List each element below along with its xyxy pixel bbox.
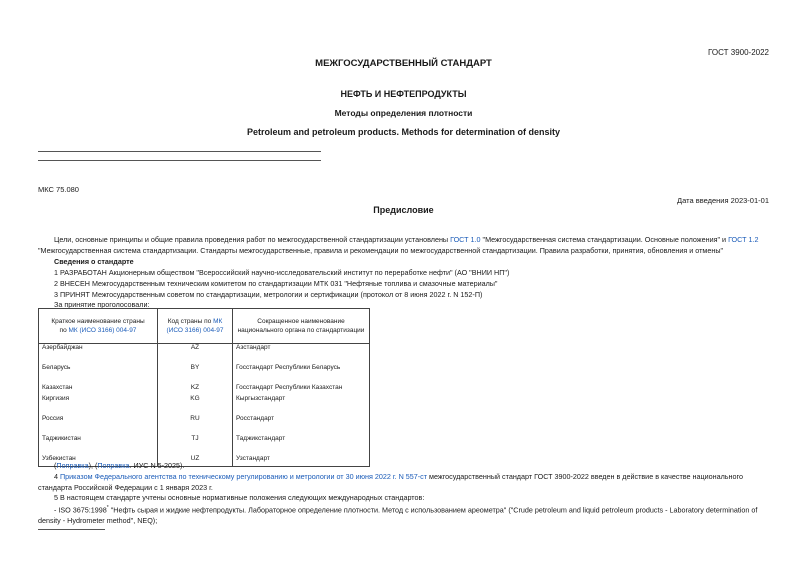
body-cell: Росстандарт xyxy=(233,415,370,435)
code-cell: BY xyxy=(158,364,233,384)
code-cell: RU xyxy=(158,415,233,435)
table-row xyxy=(39,344,370,364)
paragraph-text: "Нефть сырая и жидкие нефтепродукты. Лабораторное определение плотности. Метод с использованием ареометра" ("Crude petroleum and liquid petroleum products - Laboratory determination of density - Hydrometer method", NEQ); xyxy=(38,505,758,526)
iso-3166-link[interactable]: (ИСО 3166) 004-97 xyxy=(166,327,224,334)
footnote-divider xyxy=(38,529,105,530)
code-cell: AZ xyxy=(158,344,233,364)
body-cell: Кыргызстандарт xyxy=(233,395,370,415)
introduction-date: Дата введения 2023-01-01 xyxy=(677,196,769,205)
body-cell: Госстандарт Республики Казахстан xyxy=(233,384,370,395)
code-cell: TJ xyxy=(158,435,233,455)
paragraph-text: "Межгосударственная система стандартизации. Основные положения" и xyxy=(480,235,729,244)
order-link[interactable]: Приказом Федерального агентства по техническому регулированию и метрологии от 30 июня 2022 г. N 557-ст xyxy=(60,472,428,481)
standard-info-heading: Сведения о стандарте xyxy=(54,257,134,266)
document-title-english: Petroleum and petroleum products. Methods for determination of density xyxy=(246,127,561,137)
paragraph-text: 4 xyxy=(54,472,60,481)
body-cell: Госстандарт Республики Беларусь xyxy=(233,364,370,384)
foreword-heading: Предисловие xyxy=(373,205,434,215)
amendment-link[interactable]: Поправка xyxy=(97,461,130,470)
code-cell: UZ xyxy=(158,455,233,467)
voting-countries-table xyxy=(38,308,370,467)
paragraph-text: межгосударственный стандарт ГОСТ 3900-2022 введен в действие в качестве национального стандарта Российской Федерации с 1 января 2023 г. xyxy=(38,472,743,492)
document-title: НЕФТЬ И НЕФТЕПРОДУКТЫ xyxy=(340,89,467,99)
iso-reference xyxy=(38,503,769,526)
paragraph-text: ( xyxy=(54,461,57,470)
paragraph-text: . ИУС N 5-2025). xyxy=(129,461,185,470)
divider-line xyxy=(38,151,321,152)
info-item-5: 5 В настоящем стандарте учтены основные нормативные положения следующих международных стандартов: xyxy=(54,493,425,502)
info-item-4 xyxy=(38,471,769,493)
header-text: Краткое наименование страны xyxy=(51,318,145,325)
gost-1-2-link[interactable]: ГОСТ 1.2 xyxy=(728,235,759,244)
column-header-body: Сокращенное наименование национального органа по стандартизации xyxy=(233,309,370,344)
body-cell: Таджикстандарт xyxy=(233,435,370,455)
column-header-country xyxy=(39,309,158,344)
paragraph-text: ), ( xyxy=(88,461,98,470)
mks-code: МКС 75.080 xyxy=(38,185,79,194)
footnote-marker: * xyxy=(106,505,109,511)
paragraph-text: "Межгосударственная система стандартизации. Стандарты межгосударственные, правила и рекомендации по межгосударственной стандартизации. Правила разработки, принятия, обновления и отмены" xyxy=(38,246,724,255)
voted-label: За принятие проголосовали: xyxy=(54,300,150,309)
standard-type-heading: МЕЖГОСУДАРСТВЕННЫЙ СТАНДАРТ xyxy=(315,58,492,69)
paragraph-text: Цели, основные принципы и общие правила проведения работ по межгосударственной стандартизации установлены xyxy=(54,235,451,244)
info-item-3: 3 ПРИНЯТ Межгосударственным советом по стандартизации, метрологии и сертификации (протокол от 8 июня 2022 г. N 152-П) xyxy=(54,290,483,299)
table-header-row xyxy=(39,309,370,344)
table-row xyxy=(39,384,370,395)
country-cell: Киргизия xyxy=(39,395,158,415)
info-item-2: 2 ВНЕСЕН Межгосударственным техническим комитетом по стандартизации МТК 031 "Нефтяные топлива и смазочные материалы" xyxy=(54,279,498,288)
info-item-1: 1 РАЗРАБОТАН Акционерным обществом "Всероссийский научно-исследовательский институт по переработке нефти" (АО "ВНИИ НП") xyxy=(54,268,510,277)
country-cell: Беларусь xyxy=(39,364,158,384)
document-code: ГОСТ 3900-2022 xyxy=(708,48,769,57)
table-row xyxy=(39,395,370,415)
country-cell: Азербайджан xyxy=(39,344,158,364)
column-header-code xyxy=(158,309,233,344)
amendment-link[interactable]: Поправка xyxy=(56,461,89,470)
table-row xyxy=(39,435,370,455)
amendments-line xyxy=(38,460,769,471)
country-cell: Россия xyxy=(39,415,158,435)
document-subtitle: Методы определения плотности xyxy=(334,108,473,118)
divider-line xyxy=(38,160,321,161)
paragraph-text: - ISO 3675:1998 xyxy=(54,505,107,515)
table-row xyxy=(39,415,370,435)
body-cell: Узстандарт xyxy=(233,455,370,467)
mk-link[interactable]: МК xyxy=(213,318,223,325)
code-cell: KZ xyxy=(158,384,233,395)
mk-iso-3166-link[interactable]: МК (ИСО 3166) 004-97 xyxy=(68,327,137,334)
country-cell: Таджикистан xyxy=(39,435,158,455)
body-cell: Азстандарт xyxy=(233,344,370,364)
header-text: Код страны по xyxy=(167,318,214,325)
foreword-paragraph xyxy=(38,234,769,256)
country-cell: Узбекистан xyxy=(39,455,158,467)
country-cell: Казахстан xyxy=(39,384,158,395)
gost-1-0-link[interactable]: ГОСТ 1.0 xyxy=(450,235,481,244)
table-row xyxy=(39,364,370,384)
code-cell: KG xyxy=(158,395,233,415)
header-text: по xyxy=(59,327,69,334)
